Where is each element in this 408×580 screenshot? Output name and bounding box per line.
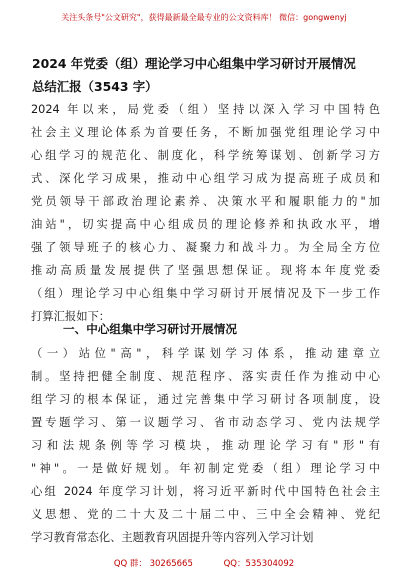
footer-contact xyxy=(0,557,408,569)
section-1-paragraph xyxy=(31,342,380,549)
text-line: 推动高质量发展提供了坚强思想保证。现将本年度党委 xyxy=(31,264,380,277)
text-line: 学习教育常态化、主题教育巩固提升等内容列入学习计划 xyxy=(31,531,314,544)
title-line-2: 总结汇报（3543 字） xyxy=(32,79,158,94)
footer-qq-group: QQ 群： 30265665 xyxy=(113,559,193,569)
text-line: 式、深化学习成果，推动中心组学习成为提高班子成员和 xyxy=(31,172,380,185)
text-line: 2024 年以来，局党委（组）坚持以深入学习中国特色 xyxy=(31,103,380,116)
section-heading-1: 一、中心组集中学习研讨开展情况 xyxy=(63,322,237,336)
text-line: 义思想、党的二十大及二十届二中、三中全会精神、党纪 xyxy=(31,508,380,521)
text-line: 心组 2024 年度学习计划，将习近平新时代中国特色社会主 xyxy=(31,485,380,498)
text-line: "神"。一是做好规划。年初制定党委（组）理论学习中 xyxy=(31,462,380,475)
text-line: 强了领导班子的核心力、凝聚力和战斗力。为全局全方位 xyxy=(31,241,380,254)
text-line: 置专题学习、第一议题学习、省市动态学习、党内法规学 xyxy=(31,416,380,429)
title-line-1: 2024 年党委（组）理论学习中心组集中学习研讨开展情况 xyxy=(32,56,356,71)
top-promo-banner: 关注头条号"公文研究"，获得最新最全最专业的公文资料库！ 微信：gongwenyj xyxy=(61,13,347,22)
text-line: 制。坚持把健全制度、规范程序、落实责任作为推动中心 xyxy=(31,370,380,383)
text-line: 社会主义理论体系为首要任务，不断加强党组理论学习中 xyxy=(31,126,380,139)
text-line: （组）理论学习中心组集中学习研讨开展情况及下一步工作 xyxy=(31,287,380,300)
text-line: （一）站位"高"，科学谋划学习体系，推动建章立 xyxy=(31,347,380,360)
text-line: 打算汇报如下： xyxy=(31,310,111,323)
intro-paragraph xyxy=(31,98,380,328)
text-line: 组学习的根本保证，通过完善集中学习研讨各项制度，设 xyxy=(31,393,380,406)
text-line: 心组学习的规范化、制度化，科学统筹谋划、创新学习方 xyxy=(31,149,380,162)
text-line: 油站"，切实提高中心组成员的理论修养和执政水平，增 xyxy=(31,218,380,231)
text-line: 习和法规条例等学习模块，推动理论学习有"形"有 xyxy=(31,439,380,452)
footer-qq: QQ：535304092 xyxy=(223,559,295,569)
text-line: 党员领导干部政治理论素养、决策水平和履职能力的"加 xyxy=(31,195,380,208)
document-title xyxy=(32,52,382,98)
